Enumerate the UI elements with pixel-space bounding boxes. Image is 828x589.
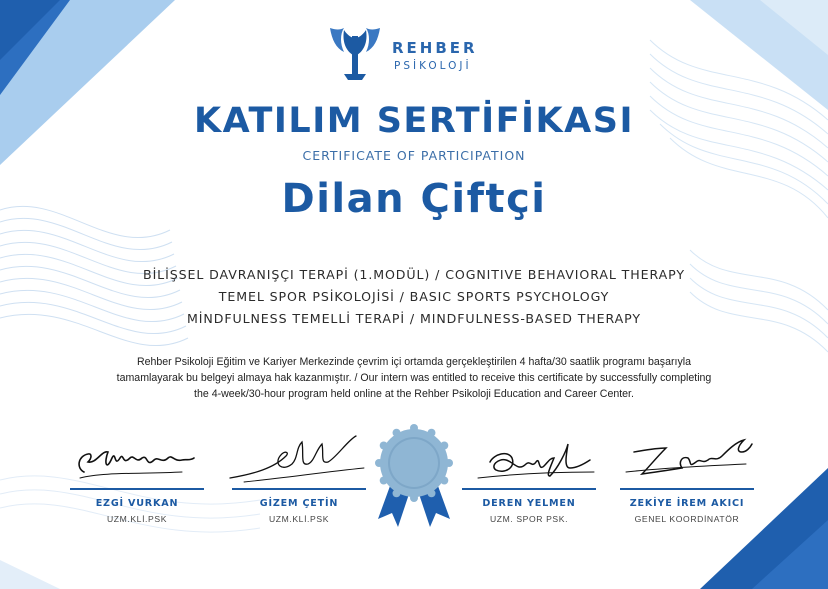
- ribbon-seal-icon: [364, 423, 464, 533]
- program-item: BİLİŞSEL DAVRANIŞÇI TERAPİ (1.MODÜL) / COGNITIVE BEHAVIORAL THERAPY: [143, 267, 685, 282]
- handwritten-signature-icon: [62, 428, 212, 488]
- program-item: MİNDFULNESS TEMELLİ TERAPİ / MINDFULNESS-BASED THERAPY: [187, 311, 641, 326]
- signatory-name: DEREN YELMEN: [482, 498, 576, 509]
- brand-logo: [322, 22, 502, 86]
- signature-line: [462, 488, 596, 490]
- brand-name: REHBER: [392, 39, 478, 57]
- signature-block-zekiye-irem-akici: [612, 428, 762, 528]
- program-item: TEMEL SPOR PSİKOLOJİSİ / BASIC SPORTS PSYCHOLOGY: [218, 289, 610, 304]
- signature-block-ezgi-vurkan: [62, 428, 212, 528]
- signature-line: [70, 488, 204, 490]
- program-list: [0, 264, 828, 330]
- signatory-role: UZM.KLİ.PSK: [268, 514, 330, 524]
- signature-block-gizem-cetin: [224, 428, 374, 528]
- handwritten-signature-icon: [612, 428, 762, 488]
- handwritten-signature-icon: [224, 428, 374, 488]
- certificate-title: KATILIM SERTİFİKASI: [194, 101, 634, 141]
- description-line: the 4-week/30-hour program held online at the Rehber Psikoloji Education and Career Center.: [194, 388, 634, 400]
- brand-subname: PSİKOLOJİ: [394, 60, 472, 72]
- handwritten-signature-icon: [454, 428, 604, 488]
- signatory-role: GENEL KOORDİNATÖR: [634, 514, 740, 524]
- signatory-name: GİZEM ÇETİN: [259, 498, 339, 509]
- signatory-name: EZGİ VURKAN: [95, 498, 179, 509]
- psi-faces-logo-icon: [322, 22, 388, 86]
- signatory-role: UZM. SPOR PSK.: [489, 514, 569, 524]
- signature-line: [620, 488, 754, 490]
- description-line: Rehber Psikoloji Eğitim ve Kariyer Merkezinde çevrim içi ortamda gerçekleştirilen 4 hafta/30 saatlik programı başarıyla: [136, 356, 692, 368]
- signature-line: [232, 488, 366, 490]
- certificate-description: [50, 354, 778, 402]
- recipient-name: Dilan Çiftçi: [281, 176, 547, 222]
- description-line: tamamlayarak bu belgeyi almaya hak kazanmıştır. / Our intern was entitled to receive this certificate by successfully completing: [116, 372, 712, 384]
- certificate-subtitle: CERTIFICATE OF PARTICIPATION: [302, 148, 526, 163]
- signatory-name: ZEKİYE İREM AKICI: [629, 498, 745, 509]
- signatory-role: UZM.KLİ.PSK: [106, 514, 168, 524]
- signature-block-deren-yelmen: [454, 428, 604, 528]
